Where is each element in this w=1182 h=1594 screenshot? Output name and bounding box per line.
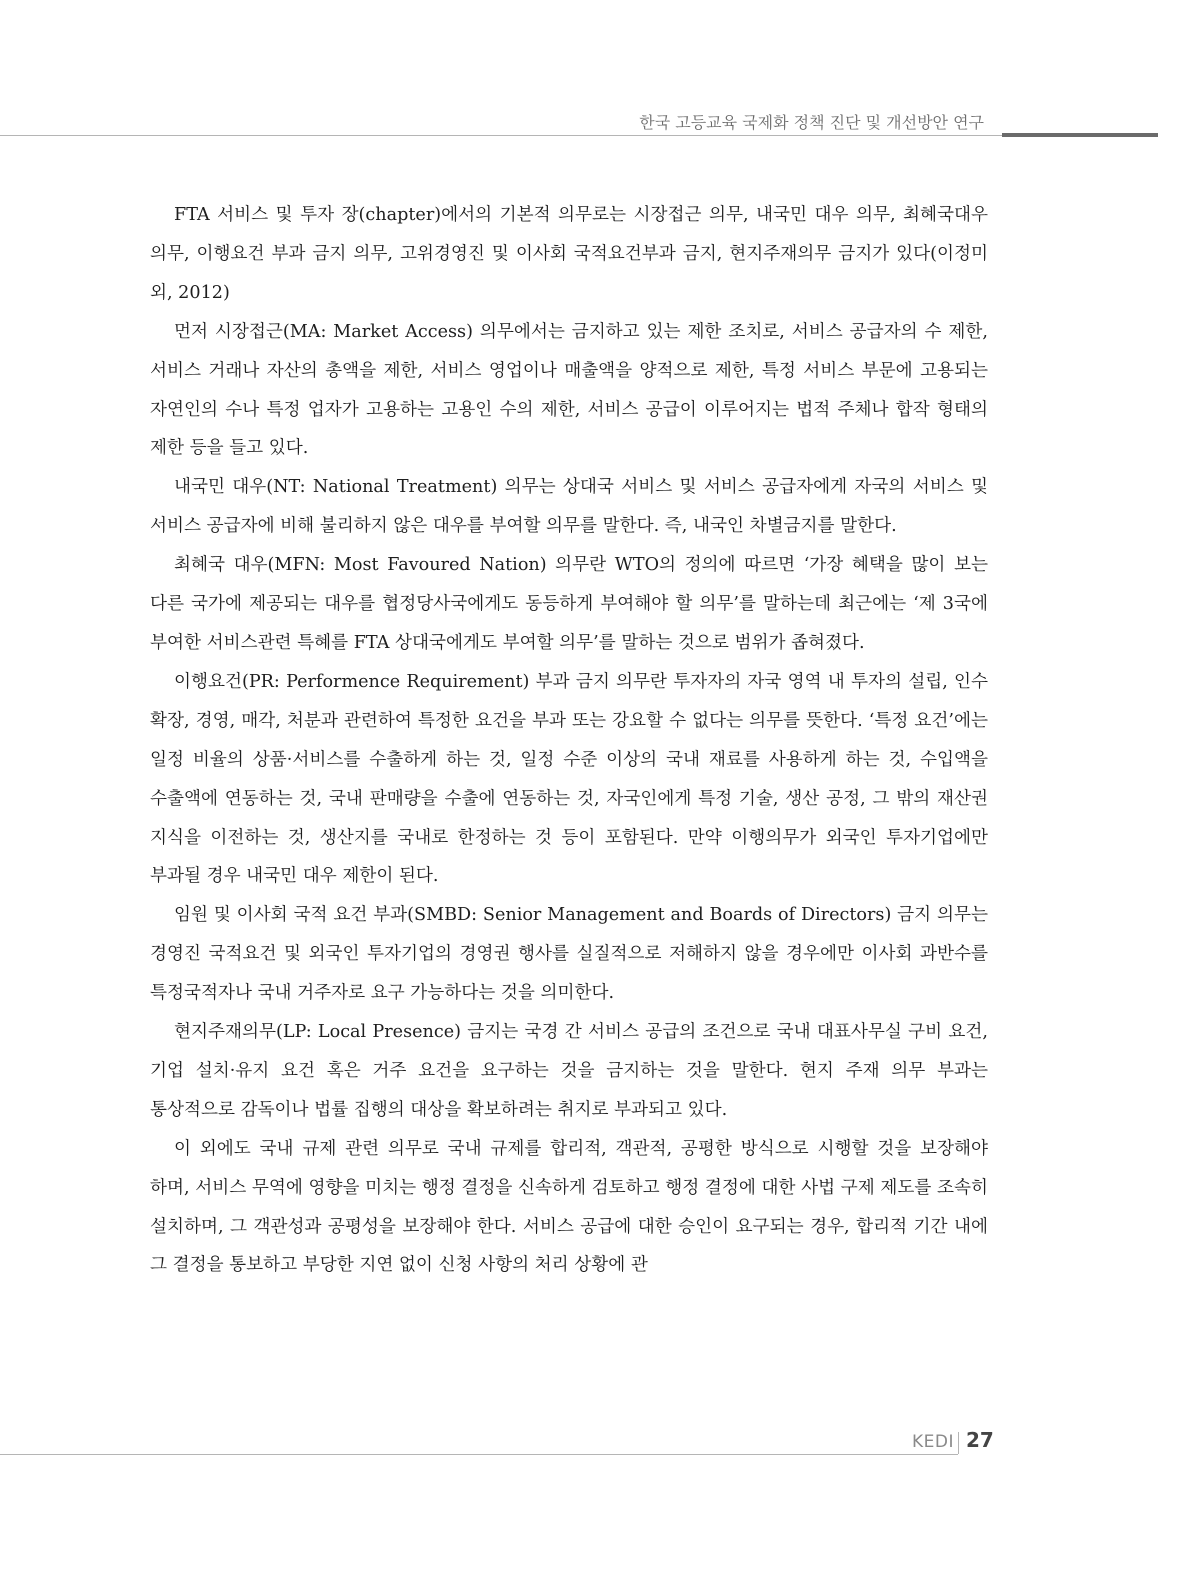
paragraph: 최혜국 대우(MFN: Most Favoured Nation) 의무란 WTO의 정의에 따르면 ‘가장 혜택을 많이 보는 다른 국가에 제공되는 대우를 협정당사국에게도 동등하게 부여해야 할 의무’를 말하는데 최근에는 ‘제 3국에 부여한 서비스관련 특혜를 FTA 상대국에게도 부여할 의무’를 말하는 것으로 범위가 좁혀졌다. [150,555,988,653]
paragraph: 먼저 시장접근(MA: Market Access) 의무에서는 금지하고 있는 제한 조치로, 서비스 공급자의 수 제한, 서비스 거래나 자산의 총액을 제한, 서비스 영업이나 매출액을 양적으로 제한, 특정 서비스 부문에 고용되는 자연인의 수나 특정 업자가 고용하는 고용인 수의 제한, 서비스 공급이 이루어지는 법적 주체나 합작 형태의 제한 등을 들고 있다. [150,321,988,459]
paragraph: FTA 서비스 및 투자 장(chapter)에서의 기본적 의무로는 시장접근 의무, 내국민 대우 의무, 최혜국대우 의무, 이행요건 부과 금지 의무, 고위경영진 및 이사회 국적요건부과 금지, 현지주재의무 금지가 있다(이정미 외, 2012) [150,205,988,303]
page-number: 27 [966,1428,994,1452]
footer-rule [0,1454,958,1455]
paragraph: 임원 및 이사회 국적 요건 부과(SMBD: Senior Management and Boards of Directors) 금지 의무는 경영진 국적요건 및 외국인 투자기업의 경영권 행사를 실질적으로 저해하지 않을 경우에만 이사회 과반수를 특정국적자나 국내 거주자로 요구 가능하다는 것을 의미한다. [150,905,988,1004]
paragraph: 이행요건(PR: Performence Requirement) 부과 금지 의무란 투자자의 자국 영역 내 투자의 설립, 인수 확장, 경영, 매각, 처분과 관련하여 특정한 요건을 부과 또는 강요할 수 없다는 의무를 뜻한다. ‘특정 요건’에는 일정 비율의 상품·서비스를 수출하게 하는 것, 일정 수준 이상의 국내 재료를 사용하게 하는 것, 수입액을 수출액에 연동하는 것, 국내 판매량을 수출에 연동하는 것, 자국인에게 특정 기술, 생산 공정, 그 밖의 재산권 지식을 이전하는 것, 생산지를 국내로 한정하는 것 등이 포함된다. 만약 이행의무가 외국인 투자기업에만 부과될 경우 내국민 대우 제한이 된다. [150,671,988,887]
paragraph: 이 외에도 국내 규제 관련 의무로 국내 규제를 합리적, 객관적, 공평한 방식으로 시행할 것을 보장해야 하며, 서비스 무역에 영향을 미치는 행정 결정을 신속하게 검토하고 행정 결정에 대한 사법 구제 제도를 조속히 설치하며, 그 객관성과 공평성을 보장해야 한다. 서비스 공급에 대한 승인이 요구되는 경우, 합리적 기간 내에 그 결정을 통보하고 부당한 지연 없이 신청 사항의 처리 상황에 관 [150,1138,988,1276]
running-header-title: 한국 고등교육 국제화 정책 진단 및 개선방안 연구 [639,113,984,132]
header-rule [0,135,1002,136]
paragraph: 내국민 대우(NT: National Treatment) 의무는 상대국 서비스 및 서비스 공급자에게 자국의 서비스 및 서비스 공급자에 비해 불리하지 않은 대우를 부여할 의무를 말한다. 즉, 내국인 차별금지를 말한다. [150,477,988,537]
footer-publisher: KEDI [912,1432,954,1452]
footer-divider [958,1432,959,1454]
header-rule-accent [1002,133,1158,137]
body-text [150,196,988,1285]
paragraph: 현지주재의무(LP: Local Presence) 금지는 국경 간 서비스 공급의 조건으로 국내 대표사무실 구비 요건, 기업 설치·유지 요건 혹은 거주 요건을 요구하는 것을 금지하는 것을 말한다. 현지 주재 의무 부과는 통상적으로 감독이나 법률 집행의 대상을 확보하려는 취지로 부과되고 있다. [150,1022,988,1120]
